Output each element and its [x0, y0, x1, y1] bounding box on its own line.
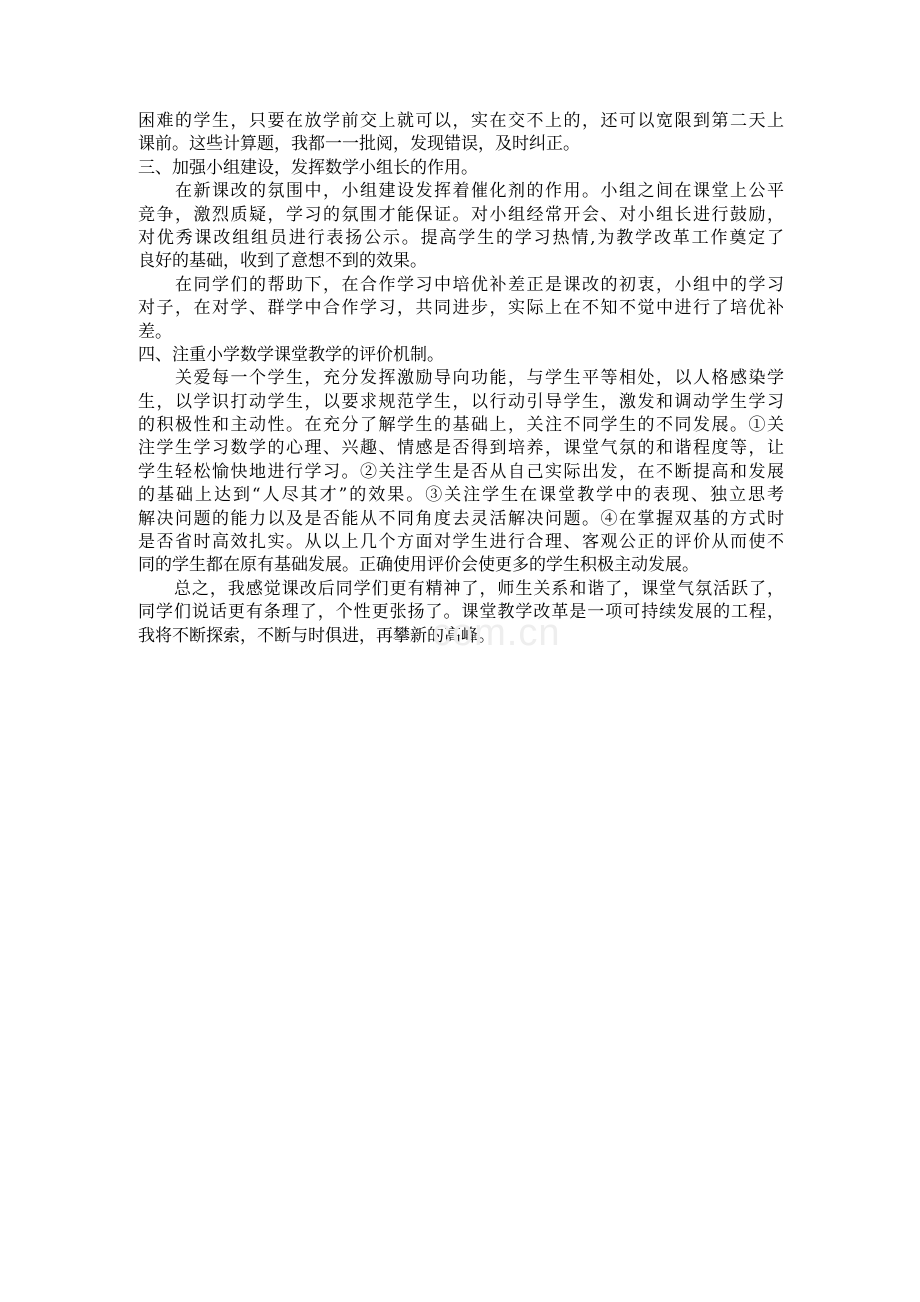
paragraph-line: 的积极性和主动性。在充分了解学生的基础上，关注不同学生的不同发展。①关	[138, 415, 784, 436]
document-body	[138, 110, 784, 648]
paragraph-line: 解决问题的能力以及是否能从不同角度去灵活解决问题。④在掌握双基的方式时	[138, 508, 784, 529]
paragraph-line: 学生轻松愉快地进行学习。②关注学生是否从自己实际出发，在不断提高和发展	[138, 461, 784, 482]
paragraph-line: 关爱每一个学生，充分发挥激励导向功能，与学生平等相处，以人格感染学	[138, 368, 784, 389]
paragraph-line: 差。	[138, 321, 172, 342]
watermark: com.cn	[432, 612, 561, 654]
section-heading: 三、加强小组建设，发挥数学小组长的作用。	[138, 157, 478, 178]
paragraph-line: 的基础上达到“人尽其才”的效果。③关注学生在课堂教学中的表现、独立思考	[138, 485, 784, 506]
paragraph-line: 在新课改的氛围中，小组建设发挥着催化剂的作用。小组之间在课堂上公平	[138, 181, 784, 202]
paragraph-line: 总之，我感觉课改后同学们更有精神了，师生关系和谐了，课堂气氛活跃了，	[138, 578, 784, 599]
paragraph-line: 困难的学生，只要在放学前交上就可以，实在交不上的，还可以宽限到第二天上	[138, 111, 784, 131]
paragraph-line: 良好的基础，收到了意想不到的效果。	[138, 251, 427, 272]
paragraph-line: 课前。这些计算题，我都一一批阅，发现错误，及时纠正。	[138, 134, 580, 155]
paragraph-line: 同的学生都在原有基础发展。正确使用评价会使更多的学生积极主动发展。	[138, 555, 699, 576]
paragraph-line: 我将不断探索，不断与时俱进，再攀新的高峰。	[138, 625, 495, 646]
paragraph-line: 注学生学习数学的心理、兴趣、情感是否得到培养，课堂气氛的和谐程度等，让	[138, 438, 784, 459]
paragraph-line: 竞争，激烈质疑，学习的氛围才能保证。对小组经常开会、对小组长进行鼓励，	[138, 204, 784, 225]
paragraph-line: 生，以学识打动学生，以要求规范学生，以行动引导学生，激发和调动学生学习	[138, 391, 784, 412]
paragraph-line: 对优秀课改组组员进行表扬公示。提高学生的学习热情,为教学改革工作奠定了	[138, 227, 784, 248]
paragraph-line: 对子，在对学、群学中合作学习，共同进步，实际上在不知不觉中进行了培优补	[138, 298, 784, 319]
paragraph-line: 在同学们的帮助下，在合作学习中培优补差正是课改的初衷，小组中的学习	[138, 274, 784, 295]
section-heading: 四、注重小学数学课堂教学的评价机制。	[138, 344, 444, 365]
paragraph-line: 是否省时高效扎实。从以上几个方面对学生进行合理、客观公正的评价从而使不	[138, 532, 784, 553]
paragraph-line: 同学们说话更有条理了，个性更张扬了。课堂教学改革是一项可持续发展的工程，	[138, 602, 784, 623]
